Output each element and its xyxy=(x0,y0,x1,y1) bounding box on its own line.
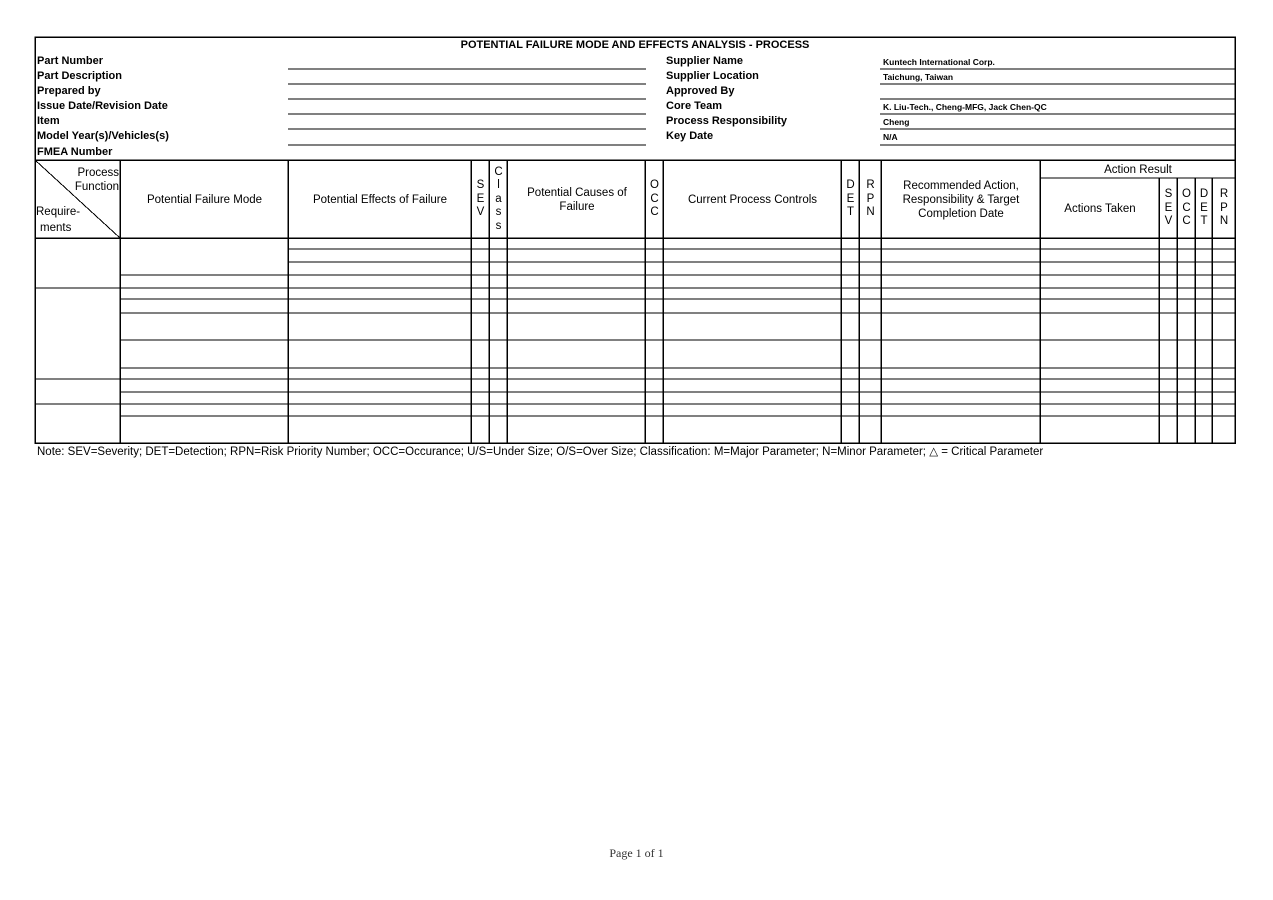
header-letter: C xyxy=(650,206,659,219)
header-letter: a xyxy=(495,192,502,205)
header-letter: S xyxy=(1164,188,1173,201)
recommended-action-header: Recommended Action, Responsibility & Target Completion Date xyxy=(902,179,1020,220)
header-letter: V xyxy=(1164,215,1173,228)
header-letter: P xyxy=(866,192,875,205)
part-description-label: Part Description xyxy=(37,70,122,82)
header-letter: s xyxy=(495,206,502,219)
ar-sev-header xyxy=(1160,179,1177,238)
item-label: Item xyxy=(37,115,60,127)
outer-border xyxy=(35,37,1235,443)
header-letter: D xyxy=(1199,188,1209,201)
process-responsibility-value: Cheng xyxy=(883,117,910,127)
left-field-lines xyxy=(288,69,646,145)
header-letter: O xyxy=(650,179,659,192)
process-function-line: Function xyxy=(74,181,119,193)
key-date-value: N/A xyxy=(883,132,898,142)
rpn-header xyxy=(860,161,881,238)
header-letter: S xyxy=(476,179,485,192)
supplier-location-value: Taichung, Taiwan xyxy=(883,72,954,82)
requirements-header xyxy=(36,204,88,236)
header-letter: C xyxy=(1182,215,1191,228)
header-letter: D xyxy=(846,179,855,192)
requirements-line: ments xyxy=(40,222,72,234)
process-function-header xyxy=(62,166,119,194)
header-letter: C xyxy=(494,165,503,178)
part-number-label: Part Number xyxy=(37,55,104,67)
header-letter: R xyxy=(866,179,875,192)
prepared-by-label: Prepared by xyxy=(37,85,101,97)
header-letter: T xyxy=(846,206,855,219)
header-letter: C xyxy=(1182,201,1191,214)
legend-note: Note: SEV=Severity; DET=Detection; RPN=Risk Priority Number; OCC=Occurance; U/S=Under Size; O/S=Over Size; Classification: M=Major Parameter; N=Minor Parameter; △ = Critical Parameter xyxy=(37,446,1044,458)
ar-det-header xyxy=(1196,179,1212,238)
header-letter: N xyxy=(866,206,875,219)
header-letter: E xyxy=(1164,201,1173,214)
core-team-label: Core Team xyxy=(666,100,723,112)
header-letter: s xyxy=(495,219,502,232)
header-letter: V xyxy=(476,206,485,219)
ar-occ-header xyxy=(1178,179,1195,238)
process-function-line: Process xyxy=(77,167,119,179)
header-letter: T xyxy=(1200,215,1208,228)
causes-header: Potential Causes of Failure xyxy=(527,186,627,213)
issue-date-label: Issue Date/Revision Date xyxy=(37,100,168,112)
header-letter: E xyxy=(846,192,855,205)
failure-mode-header: Potential Failure Mode xyxy=(146,193,263,206)
actions-taken-header: Actions Taken xyxy=(1064,202,1136,215)
header-letter: l xyxy=(497,179,500,192)
header-letter: C xyxy=(650,192,659,205)
model-year-label: Model Year(s)/Vehicles(s) xyxy=(37,130,169,142)
key-date-label: Key Date xyxy=(666,130,714,142)
controls-header: Current Process Controls xyxy=(687,193,818,206)
group-row-lines xyxy=(35,288,1235,404)
header-letter: O xyxy=(1182,188,1191,201)
supplier-location-label: Supplier Location xyxy=(666,70,759,82)
core-team-value: K. Liu-Tech., Cheng-MFG, Jack Chen-QC xyxy=(883,102,1047,112)
header-letter: N xyxy=(1219,215,1229,228)
requirements-line: Require- xyxy=(36,206,81,218)
header-letter: E xyxy=(1200,201,1208,214)
page-number: Page 1 of 1 xyxy=(609,846,664,860)
supplier-name-label: Supplier Name xyxy=(666,55,744,67)
occ-header xyxy=(646,161,663,238)
class-header xyxy=(490,161,507,238)
effects-header: Potential Effects of Failure xyxy=(312,193,448,206)
det-header xyxy=(842,161,859,238)
form-title: POTENTIAL FAILURE MODE AND EFFECTS ANALYSIS - PROCESS xyxy=(460,39,810,51)
header-letter: E xyxy=(476,192,485,205)
header-letter: R xyxy=(1219,188,1229,201)
approved-by-label: Approved By xyxy=(666,85,735,97)
ar-rpn-header xyxy=(1213,179,1235,238)
supplier-name-value: Kuntech International Corp. xyxy=(883,57,995,67)
header-letter: P xyxy=(1220,201,1228,214)
process-responsibility-label: Process Responsibility xyxy=(666,115,788,127)
fmea-number-label: FMEA Number xyxy=(37,146,113,158)
action-result-header: Action Result xyxy=(1104,163,1172,176)
sev-header xyxy=(472,161,489,238)
